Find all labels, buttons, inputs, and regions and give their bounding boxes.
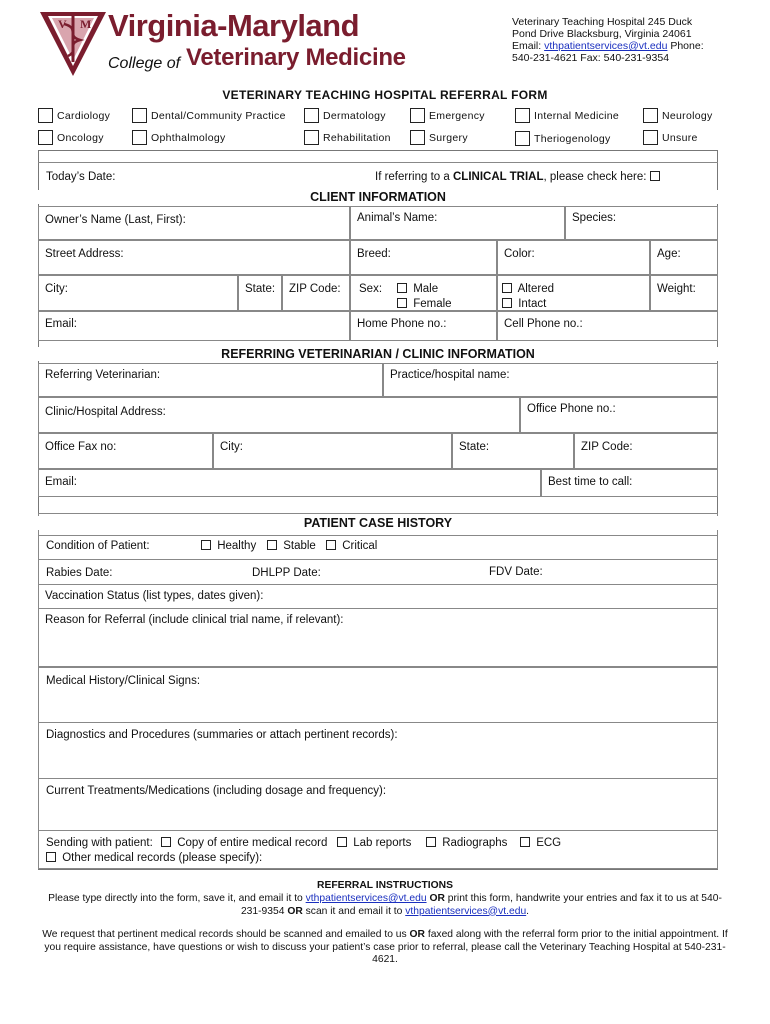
checkbox[interactable] xyxy=(643,108,658,123)
intact-option[interactable]: Intact xyxy=(502,298,546,310)
weight-field[interactable]: Weight: xyxy=(650,275,718,311)
ecg-option[interactable]: ECG xyxy=(520,837,561,849)
logo-title-line2: Veterinary Medicine xyxy=(186,44,406,71)
animal-name-field[interactable]: Animal’s Name: xyxy=(350,206,565,240)
hospital-email-link[interactable]: vthpatientservices@vt.edu xyxy=(544,40,668,52)
checkbox[interactable] xyxy=(643,130,658,145)
other-records-option[interactable]: Other medical records (please specify): xyxy=(46,852,262,864)
checkbox[interactable] xyxy=(326,540,336,550)
dept-theriogenology[interactable]: Theriogenology xyxy=(515,131,611,146)
checkbox[interactable] xyxy=(502,298,512,308)
form-title: VETERINARY TEACHING HOSPITAL REFERRAL FORM xyxy=(222,88,548,102)
radiographs-option[interactable]: Radiographs xyxy=(426,837,507,849)
breed-field[interactable]: Breed: xyxy=(350,240,497,275)
referring-vet-field[interactable]: Referring Veterinarian: xyxy=(38,363,383,397)
copy-record-option[interactable]: Copy of entire medical record xyxy=(161,837,327,849)
clinical-trial-check[interactable]: If referring to a CLINICAL TRIAL, please check here: xyxy=(375,171,663,183)
sex-female-option[interactable]: Female xyxy=(397,298,452,310)
clinic-email-field[interactable]: Email: xyxy=(38,469,541,497)
neuter-status-field xyxy=(497,275,650,311)
instructions-email-link[interactable]: vthpatientservices@vt.edu xyxy=(305,893,427,904)
dates-row xyxy=(38,559,718,585)
vaccination-field[interactable]: Vaccination Status (list types, dates given): xyxy=(38,585,718,609)
checkbox[interactable] xyxy=(650,171,660,181)
age-field[interactable]: Age: xyxy=(650,240,718,275)
color-field[interactable]: Color: xyxy=(497,240,650,275)
dept-dermatology[interactable]: Dermatology xyxy=(304,108,386,123)
checkbox[interactable] xyxy=(515,131,530,146)
clinic-state-field[interactable]: State: xyxy=(452,433,574,469)
dept-rehabilitation[interactable]: Rehabilitation xyxy=(304,130,391,145)
lab-reports-option[interactable]: Lab reports xyxy=(337,837,411,849)
city-field[interactable]: City: xyxy=(38,275,238,311)
logo-title-line1: Virginia-Maryland xyxy=(108,8,360,43)
condition-stable-option[interactable]: Stable xyxy=(267,540,316,552)
dept-ophthalmology[interactable]: Ophthalmology xyxy=(132,130,226,145)
instructions-heading: REFERRAL INSTRUCTIONS xyxy=(317,880,453,891)
dept-dental[interactable]: Dental/Community Practice xyxy=(132,108,286,123)
sending-with-patient-row: Sending with patient: Copy of entire medical record Lab reports Radiographs ECG Other medical records (please specify): xyxy=(38,831,718,869)
diagnostics-field[interactable]: Diagnostics and Procedures (summaries or attach pertinent records): xyxy=(38,723,718,779)
checkbox[interactable] xyxy=(520,837,530,847)
dhlpp-date-field[interactable]: DHLPP Date: xyxy=(252,567,321,579)
cell-phone-field[interactable]: Cell Phone no.: xyxy=(497,311,718,341)
condition-critical-option[interactable]: Critical xyxy=(326,540,377,552)
dept-surgery[interactable]: Surgery xyxy=(410,130,468,145)
checkbox[interactable] xyxy=(397,298,407,308)
checkbox[interactable] xyxy=(161,837,171,847)
checkbox[interactable] xyxy=(515,108,530,123)
checkbox[interactable] xyxy=(38,108,53,123)
clinic-address-field[interactable]: Clinic/Hospital Address: xyxy=(38,397,520,433)
logo-college-of: College of xyxy=(108,55,181,72)
office-fax-field[interactable]: Office Fax no: xyxy=(38,433,213,469)
instructions-email-link-2[interactable]: vthpatientservices@vt.edu xyxy=(405,905,527,917)
checkbox[interactable] xyxy=(410,108,425,123)
checkbox[interactable] xyxy=(304,108,319,123)
checkbox[interactable] xyxy=(410,130,425,145)
altered-option[interactable]: Altered xyxy=(502,283,554,295)
zip-field[interactable]: ZIP Code: xyxy=(282,275,350,311)
checkbox[interactable] xyxy=(304,130,319,145)
todays-date-row: Today’s Date: If referring to a CLINICAL TRIAL, please check here: xyxy=(38,162,718,188)
patient-history-heading: PATIENT CASE HISTORY xyxy=(38,516,718,530)
checkbox[interactable] xyxy=(267,540,277,550)
condition-healthy-option[interactable]: Healthy xyxy=(201,540,256,552)
referring-vet-heading: REFERRING VETERINARIAN / CLINIC INFORMATION xyxy=(38,347,718,361)
dept-unsure[interactable]: Unsure xyxy=(643,130,698,145)
checkbox[interactable] xyxy=(426,837,436,847)
treatments-field[interactable]: Current Treatments/Medications (including dosage and frequency): xyxy=(38,779,718,831)
clinic-city-field[interactable]: City: xyxy=(213,433,452,469)
state-field[interactable]: State: xyxy=(238,275,282,311)
home-phone-field[interactable]: Home Phone no.: xyxy=(350,311,497,341)
client-email-field[interactable]: Email: xyxy=(38,311,350,341)
owner-name-field[interactable]: Owner’s Name (Last, First): xyxy=(38,206,350,240)
rabies-date-field[interactable]: Rabies Date: xyxy=(46,567,113,579)
practice-name-field[interactable]: Practice/hospital name: xyxy=(383,363,718,397)
instructions-paragraph-2: We request that pertinent medical records should be scanned and emailed to us OR faxed along with the referral form prior to the initial appointment. If you require assistance, have questions or wish to discuss your patient’s case prior to referral, please call the Veterinary Teaching Hospital at 540-231-4621. xyxy=(42,929,728,965)
checkbox[interactable] xyxy=(46,852,56,862)
checkbox[interactable] xyxy=(38,130,53,145)
fdv-date-field[interactable]: FDV Date: xyxy=(489,566,543,578)
street-address-field[interactable]: Street Address: xyxy=(38,240,350,275)
checkbox[interactable] xyxy=(132,108,147,123)
checkbox[interactable] xyxy=(337,837,347,847)
clinic-zip-field[interactable]: ZIP Code: xyxy=(574,433,718,469)
caduceus-logo-icon xyxy=(40,12,106,76)
best-time-field[interactable]: Best time to call: xyxy=(541,469,718,497)
sex-male-option[interactable]: Male xyxy=(397,283,438,295)
client-info-heading: CLIENT INFORMATION xyxy=(38,190,718,204)
checkbox[interactable] xyxy=(502,283,512,293)
checkbox[interactable] xyxy=(397,283,407,293)
checkbox[interactable] xyxy=(132,130,147,145)
reason-for-referral-field[interactable]: Reason for Referral (include clinical trial name, if relevant): xyxy=(38,609,718,667)
dept-neurology[interactable]: Neurology xyxy=(643,108,713,123)
svg-text:M: M xyxy=(80,17,92,31)
checkbox[interactable] xyxy=(201,540,211,550)
hospital-address: Veterinary Teaching Hospital 245 Duck Pond Drive Blacksburg, Virginia 24061 Email: vthpatientservices@vt.edu Phone: 540-231-4621 Fax: 540-231-9354 xyxy=(512,16,704,64)
dept-emergency[interactable]: Emergency xyxy=(410,108,485,123)
condition-row: Condition of Patient: Healthy Stable Critical xyxy=(38,535,718,559)
office-phone-field[interactable]: Office Phone no.: xyxy=(520,397,718,433)
dept-cardiology[interactable]: Cardiology xyxy=(38,108,110,123)
dept-internal-medicine[interactable]: Internal Medicine xyxy=(515,108,619,123)
species-field[interactable]: Species: xyxy=(565,206,718,240)
svg-text:V: V xyxy=(58,17,67,31)
sex-field: Sex: Male Female xyxy=(350,275,497,311)
dept-oncology[interactable]: Oncology xyxy=(38,130,104,145)
medical-history-field[interactable]: Medical History/Clinical Signs: xyxy=(38,667,718,723)
instructions-paragraph-1: Please type directly into the form, save it, and email it to vthpatientservices@vt.edu OR print this form, handwrite your entries and fax it to us at 540-231-9354 OR scan it and email it to vthpatientservices@vt.edu. xyxy=(48,893,722,917)
